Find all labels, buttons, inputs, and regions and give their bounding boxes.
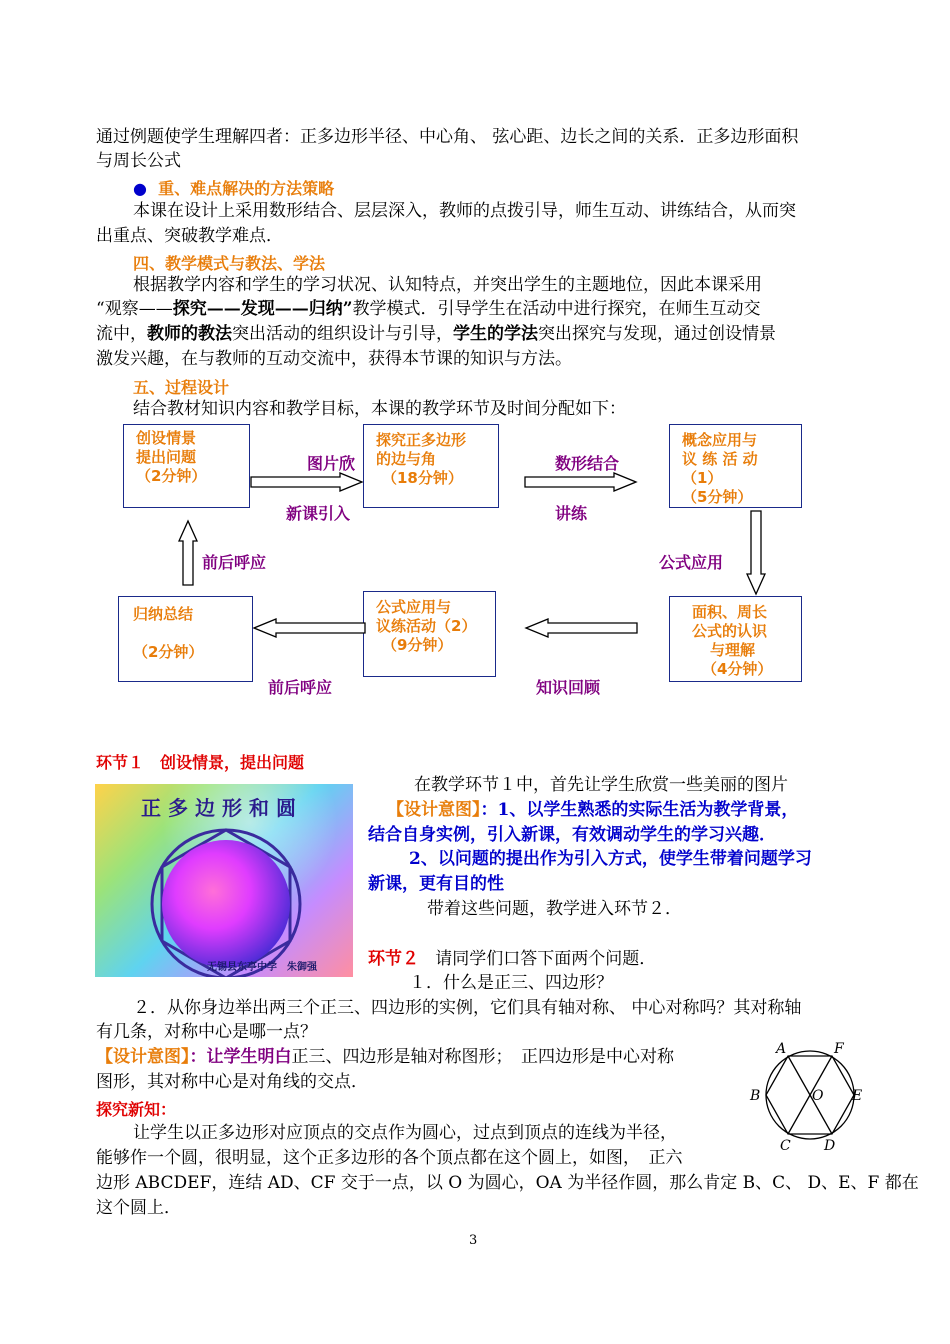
step1-title: 环节１ 创设情景，提出问题 [96,753,305,772]
flow-box-4-line: 归纳总结 [133,605,194,623]
step2-design-line2: 图形，其对称中心是对角线的交点． [96,1072,368,1092]
para1-line2: 与周长公式 [96,151,181,171]
flow-box-5-line: （9分钟） [382,636,453,654]
step2-design-b: 正三、四边形是轴对称图形； 正四边形是中心对称 [291,1047,674,1067]
flow-box-4 [118,596,253,682]
step2-design-line1 [96,1046,674,1068]
step2-label: 环节２ [368,949,419,969]
step2-design-a: ：让学生明白 [189,1047,292,1067]
flow-box-2-line: （18分钟） [382,469,463,487]
teacher-method-bold: 教师的教法 [147,324,232,344]
design-intent-label: 【设计意图】 [387,800,481,820]
flow-box-6-line: 面积、周长 [692,603,768,621]
section4-line3-c: 突出活动的组织设计与引导， [232,324,453,344]
image-title: 正多边形和圆 [141,796,303,820]
flow-label-echo-bottom: 前后呼应 [268,678,333,697]
step1-design-line1 [387,799,798,821]
arrow-left-icon [524,618,638,638]
student-method-bold: 学生的学法 [453,324,538,344]
section4-line1: 根据教学内容和学生的学习状况、认知特点，并突出学生的主题地位，因此本课采用 [133,275,762,295]
step2-design-label: 【设计意图】 [96,1047,190,1067]
step2-line [368,948,656,970]
section-key-heading [133,176,334,199]
explore-title: 探究新知： [96,1100,177,1119]
vertex-label-E: E [852,1088,863,1104]
flow-box-1 [123,424,250,508]
arrow-down-icon [746,510,766,596]
step1-design1: ：1、以学生熟悉的实际生活为教学背景， [480,800,799,820]
center-label-O: O [812,1088,824,1104]
flow-box-1-line: 提出问题 [136,448,197,466]
explore-line1: 让学生以正多边形对应顶点的交点作为圆心，过点到顶点的连线为半径， [133,1123,677,1143]
flow-label-new-lesson: 新课引入 [286,504,351,523]
section4-line2-a: “观察—— [96,299,173,319]
vertex-label-F: F [834,1041,844,1057]
flow-box-2 [363,424,499,508]
flow-box-3-line: 概念应用与 [682,431,758,449]
flow-box-6 [669,596,802,682]
step1-design-line3: 2、以问题的提出作为引入方式，使学生带着问题学习 [409,849,812,869]
para1-line1: 通过例题使学生理解四者：正多边形半径、中心角、 弦心距、边长之间的关系．正多边形面积 [96,127,799,147]
section4-line2-bold: 探究——发现——归纳” [172,299,353,319]
flow-box-6-line: （4分钟） [702,660,773,678]
flow-label-number-shape: 数形结合 [555,454,620,473]
vertex-label-C: C [780,1138,791,1154]
arrow-left-icon [252,618,366,638]
flow-box-4-line: （2分钟） [133,643,204,661]
explore-line4: 这个圆上． [96,1198,181,1218]
flow-box-3-line: 议 练 活 动 [682,450,758,468]
flow-box-1-line: （2分钟） [136,467,207,485]
section-key-title: 重、难点解决的方法策略 [158,179,335,198]
flow-box-5-line: 公式应用与 [376,598,452,616]
section4-line2 [96,298,760,320]
step1-intro: 在教学环节１中，首先让学生欣赏一些美丽的图片 [414,775,788,795]
bullet-icon: ● [133,179,147,198]
section4-line3 [96,323,776,345]
step2-q2-line1: ２．从你身边举出两三个正三、四边形的实例，它们具有轴对称、 中心对称吗？其对称轴 [133,998,802,1018]
step1-design-line2: 结合自身实例，引入新课，有效调动学生的学习兴趣． [368,825,776,845]
flow-box-5-line: 议练活动（2） [376,617,477,635]
flow-box-4-line [133,624,252,643]
explore-line3: 边形 ABCDEF，连结 AD、CF 交于一点，以 O 为圆心，OA 为半径作圆，那么肯定 B、C、 D、E、F 都在 [96,1173,919,1193]
vertex-label-B: B [750,1088,761,1104]
step1-design-line4: 新课，更有目的性 [368,874,504,894]
hexagon-circle-figure [748,1038,866,1156]
flow-box-1-line: 创设情景 [136,429,197,447]
section4-line2-c: 教学模式．引导学生在活动中进行探究，在师生互动交 [352,299,761,319]
flow-box-2-line: 探究正多边形 [376,431,467,449]
arrow-up-icon [178,519,198,587]
flow-box-2-line: 的边与角 [376,450,437,468]
flow-label-practice: 讲练 [555,504,588,523]
flow-box-3 [669,424,802,508]
section4-line4: 激发兴趣，在与教师的互动交流中，获得本节课的知识与方法。 [96,349,572,369]
flow-box-3-line: （1） [682,469,723,487]
image-credit: 无锡县东亭中学 朱御强 [207,962,317,973]
section-key-line2: 出重点、突破教学难点． [96,226,283,246]
section5-line1: 结合教材知识内容和教学目标，本课的教学环节及时间分配如下： [133,399,626,419]
step2-q1: １．什么是正三、四边形？ [409,973,613,993]
regular-polygon-circle-image [95,784,353,977]
flow-label-echo-left: 前后呼应 [202,553,267,572]
flow-box-6-line: 公式的认识 [692,622,768,640]
arrow-right-icon [250,472,364,492]
section4-line3-a: 流中， [96,324,147,344]
flow-label-picture: 图片欣 [307,454,356,473]
flow-label-formula: 公式应用 [659,553,724,572]
explore-line2: 能够作一个圆，很明显，这个正多边形的各个顶点都在这个圆上，如图， 正六 [96,1148,683,1168]
section4-title: 四、教学模式与教法、学法 [133,254,326,273]
arrow-right-icon [524,472,638,492]
step2-q2-line2: 有几条，对称中心是哪一点？ [96,1022,317,1042]
vertex-label-A: A [776,1041,787,1057]
flow-label-review: 知识回顾 [536,678,601,697]
flow-box-3-line: （5分钟） [682,488,753,506]
flow-box-5 [363,591,496,677]
section-key-line1: 本课在设计上采用数形结合、层层深入，教师的点拨引导，师生互动、讲练结合，从而突 [133,201,796,221]
flow-box-6-line: 与理解 [710,641,756,659]
section5-title: 五、过程设计 [133,378,230,397]
page-number: 3 [469,1233,478,1248]
vertex-label-D: D [824,1138,836,1154]
section4-line3-e: 突出探究与发现，通过创设情景 [538,324,776,344]
step1-transition: 带着这些问题，教学进入环节２． [427,899,682,919]
step2-prompt: 请同学们口答下面两个问题． [435,949,657,969]
